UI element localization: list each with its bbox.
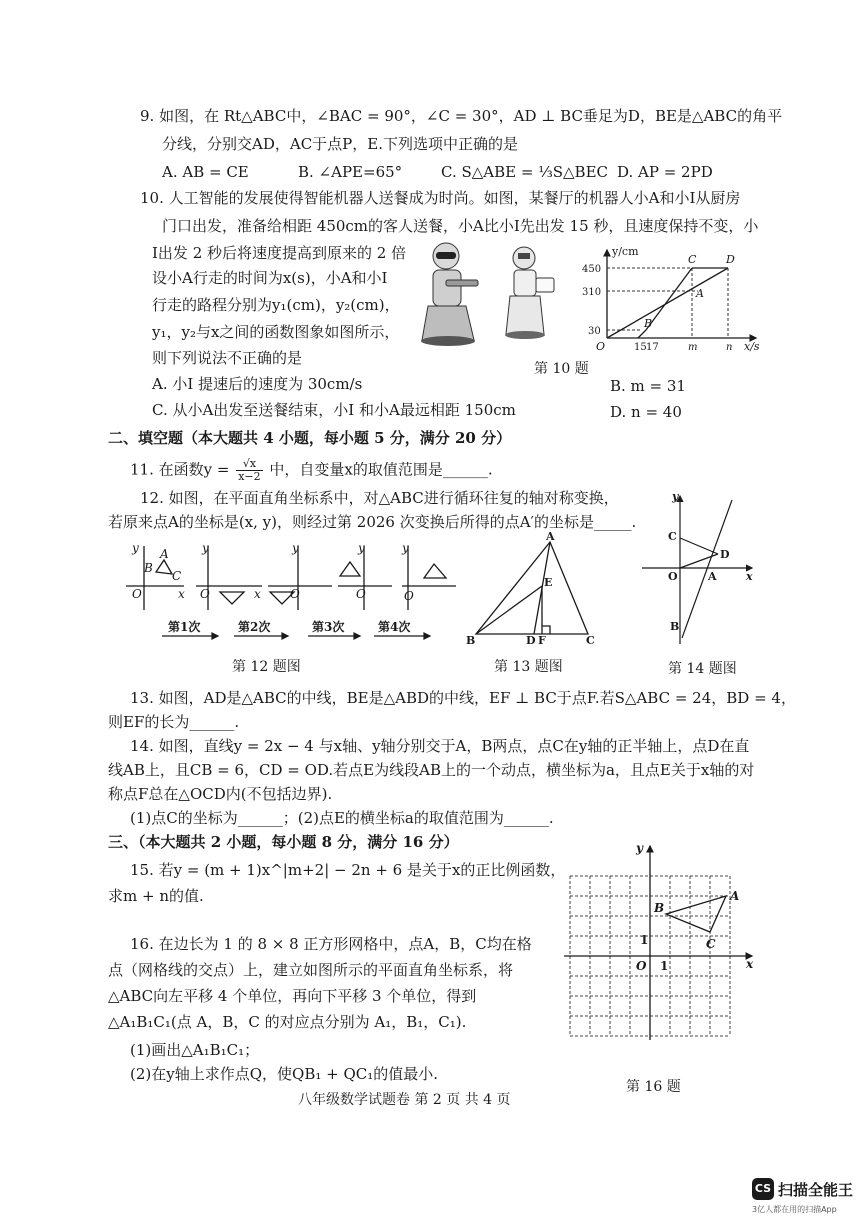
q16-line6: (2)在y轴上求作点Q，使QB₁ + QC₁的值最小. bbox=[130, 1065, 439, 1083]
q12-step-4: 第4次 bbox=[378, 620, 411, 634]
q10-option-c: C. 从小A出发至送餐结束，小I 和小A最远相距 150cm bbox=[152, 401, 516, 419]
graph10-xtick-n: n bbox=[726, 342, 733, 353]
grid16-label-y: y bbox=[636, 841, 643, 855]
svg-text:O: O bbox=[404, 589, 414, 603]
q12-transform-figure bbox=[112, 538, 462, 648]
q16-line1: 16. 在边长为 1 的 8 × 8 正方形网格中，点A，B，C均在格 bbox=[130, 935, 532, 953]
q15-line1: 15. 若y = (m + 1)x^|m+2| − 2n + 6 是关于x的正比例函数， bbox=[130, 861, 566, 879]
fig14-label-x: x bbox=[746, 570, 753, 583]
fig14-label-b: B bbox=[670, 620, 680, 633]
fig14-label-c: C bbox=[668, 530, 677, 543]
graph10-point-c: C bbox=[688, 253, 697, 266]
q9-line1: 9. 如图，在 Rt△ABC中，∠BAC = 90°，∠C = 30°，AD ⊥ BC垂足为D，BE是△ABC的角平 bbox=[140, 107, 783, 125]
q10-line5: 行走的路程分别为y₁(cm)，y₂(cm)， bbox=[152, 296, 400, 314]
q13-line2: 则EF的长为______. bbox=[108, 713, 240, 731]
q11-blank: ______. bbox=[442, 460, 493, 479]
svg-text:B: B bbox=[144, 561, 153, 575]
svg-text:y: y bbox=[202, 541, 209, 555]
q12-line1: 12. 如图，在平面直角坐标系中，对△ABC进行循环往复的轴对称变换， bbox=[140, 489, 619, 507]
grid16-label-x: x bbox=[746, 957, 754, 971]
q12-step-2: 第2次 bbox=[238, 620, 271, 634]
scanner-watermark bbox=[752, 1178, 856, 1220]
q11 bbox=[130, 458, 493, 483]
fig14-label-y: y bbox=[672, 490, 679, 503]
svg-text:y: y bbox=[292, 541, 299, 555]
grid16-label-1y: 1 bbox=[640, 933, 649, 947]
section2-title: 二、填空题（本大题共 4 小题，每小题 5 分，满分 20 分） bbox=[108, 429, 512, 447]
q14-line2: 线AB上，且CB = 6，CD = OD.若点E为线段AB上的一个动点，横坐标为a，且点E关于x轴的对 bbox=[108, 761, 755, 779]
q10-line2: 门口出发，准备给相距 450cm的客人送餐，小A比小I先出发 15 秒，且速度保持不变，小 bbox=[162, 217, 759, 235]
svg-text:y: y bbox=[402, 541, 409, 555]
graph10-ytick-30: 30 bbox=[588, 326, 601, 337]
q14-caption: 第 14 题图 bbox=[668, 661, 737, 677]
q16-line4: △A₁B₁C₁(点 A，B，C 的对应点分别为 A₁，B₁，C₁). bbox=[108, 1013, 467, 1031]
graph10-ytick-450: 450 bbox=[582, 264, 602, 275]
q10-option-d: D. n = 40 bbox=[610, 403, 682, 421]
graph10-xlabel: x/s bbox=[744, 340, 760, 353]
watermark-tagline: 3亿人都在用的扫描App bbox=[752, 1205, 837, 1214]
fig14-label-o: O bbox=[668, 570, 678, 583]
q12-blank: _____. bbox=[593, 513, 637, 531]
q11-denominator: x−2 bbox=[238, 470, 261, 483]
q10-line6: y₁，y₂与x之间的函数图象如图所示， bbox=[152, 323, 400, 341]
fig13-label-f: F bbox=[538, 634, 546, 647]
grid16-label-b: B bbox=[654, 901, 665, 915]
q10-line4: 设小A行走的时间为x(s)，小A和小I bbox=[152, 269, 388, 287]
grid16-label-o: O bbox=[636, 959, 647, 973]
q12-step-3: 第3次 bbox=[312, 620, 345, 634]
watermark-name: 扫描全能王 bbox=[778, 1181, 854, 1199]
q16-line3: △ABC向左平移 4 个单位，再向下平移 3 个单位，得到 bbox=[108, 987, 477, 1005]
graph10-point-d: D bbox=[726, 253, 735, 266]
q16-caption: 第 16 题 bbox=[626, 1079, 681, 1095]
q11-fraction bbox=[236, 458, 262, 483]
q11-numerator: √x bbox=[236, 458, 262, 471]
fig13-label-b: B bbox=[466, 634, 476, 647]
q10-option-a: A. 小I 提速后的速度为 30cm/s bbox=[152, 375, 363, 393]
q10-line3: I出发 2 秒后将速度提高到原来的 2 倍 bbox=[152, 244, 407, 262]
q12-step-1: 第1次 bbox=[168, 620, 201, 634]
robot-i-image bbox=[500, 244, 560, 344]
grid16-label-1x: 1 bbox=[660, 959, 669, 973]
fig14-label-d: D bbox=[720, 548, 730, 561]
graph10-xtick-15: 15 bbox=[634, 342, 647, 353]
svg-text:O: O bbox=[356, 587, 366, 601]
svg-text:O: O bbox=[200, 587, 210, 601]
q10-option-b: B. m = 31 bbox=[610, 377, 686, 395]
q14-line4: (1)点C的坐标为______；(2)点E的横坐标a的取值范围为______. bbox=[130, 809, 554, 827]
q9-option-a: A. AB = CE bbox=[162, 163, 249, 181]
q9-line2: 分线，分别交AD，AC于点P，E.下列选项中正确的是 bbox=[162, 135, 518, 153]
section3-title: 三、（本大题共 2 小题，每小题 8 分，满分 16 分） bbox=[108, 833, 459, 851]
q14-line1: 14. 如图，直线y = 2x − 4 与x轴、y轴分别交于A，B两点，点C在y轴的正半轴上，点D在直 bbox=[130, 737, 750, 755]
fig13-label-d: D bbox=[526, 634, 536, 647]
graph10-origin: O bbox=[596, 340, 606, 353]
graph10-point-b: B bbox=[644, 317, 653, 330]
svg-text:A: A bbox=[160, 547, 169, 561]
grid16-label-a: A bbox=[730, 889, 740, 903]
graph10-ylabel: y/cm bbox=[612, 246, 639, 258]
svg-text:O: O bbox=[290, 587, 300, 601]
graph10-point-a: A bbox=[696, 287, 704, 300]
q12-caption: 第 12 题图 bbox=[232, 659, 301, 675]
fig13-label-c: C bbox=[586, 634, 595, 647]
q13-triangle-figure bbox=[462, 530, 602, 650]
fig14-label-a: A bbox=[708, 570, 717, 583]
q14-line-figure bbox=[636, 488, 758, 648]
robot-a-image bbox=[418, 240, 490, 350]
q10-function-graph bbox=[580, 246, 766, 354]
q16-line5: (1)画出△A₁B₁C₁； bbox=[130, 1041, 260, 1059]
svg-text:x: x bbox=[254, 587, 261, 601]
q10-line1: 10. 人工智能的发展使得智能机器人送餐成为时尚。如图，某餐厅的机器人小A和小I从厨房 bbox=[140, 189, 741, 207]
q9-option-c: C. S△ABE = ⅓S△BEC bbox=[441, 163, 608, 181]
svg-text:O: O bbox=[132, 587, 142, 601]
q10-caption: 第 10 题 bbox=[534, 361, 589, 377]
graph10-xtick-17: 17 bbox=[646, 342, 659, 353]
svg-text:C: C bbox=[172, 569, 182, 583]
svg-text:y: y bbox=[132, 541, 139, 555]
graph10-xtick-m: m bbox=[688, 342, 698, 353]
q14-line3: 称点F总在△OCD内(不包括边界). bbox=[108, 785, 333, 803]
q10-line7: 则下列说法不正确的是 bbox=[152, 349, 303, 367]
q12-line2 bbox=[108, 512, 636, 532]
q16-line2: 点（网格线的交点）上，建立如图所示的平面直角坐标系，将 bbox=[108, 961, 514, 979]
q15-line2: 求m + n的值. bbox=[108, 887, 204, 905]
page-footer: 八年级数学试题卷 第 2 页 共 4 页 bbox=[298, 1092, 511, 1108]
q12-line2-text: 若原来点A的坐标是(x, y)，则经过第 2026 次变换后所得的点A′的坐标是 bbox=[108, 513, 594, 531]
svg-text:x: x bbox=[178, 587, 185, 601]
q13-caption: 第 13 题图 bbox=[494, 659, 563, 675]
q9-option-d: D. AP = 2PD bbox=[617, 163, 713, 181]
fig13-label-a: A bbox=[546, 530, 555, 543]
cs-logo-icon: CS bbox=[752, 1178, 774, 1200]
q16-grid-figure bbox=[560, 840, 760, 1050]
fig13-label-e: E bbox=[544, 576, 553, 589]
q11-prefix: 11. 在函数y = bbox=[130, 460, 230, 479]
q9-option-b: B. ∠APE=65° bbox=[298, 163, 403, 181]
q13-line1: 13. 如图，AD是△ABC的中线，BE是△ABD的中线，EF ⊥ BC于点F.若S△ABC = 24，BD = 4， bbox=[130, 689, 796, 707]
q11-suffix: 中，自变量x的取值范围是 bbox=[269, 460, 443, 479]
svg-text:y: y bbox=[358, 541, 365, 555]
grid16-label-c: C bbox=[706, 937, 716, 951]
graph10-ytick-310: 310 bbox=[582, 287, 602, 298]
line-y1 bbox=[607, 268, 728, 338]
